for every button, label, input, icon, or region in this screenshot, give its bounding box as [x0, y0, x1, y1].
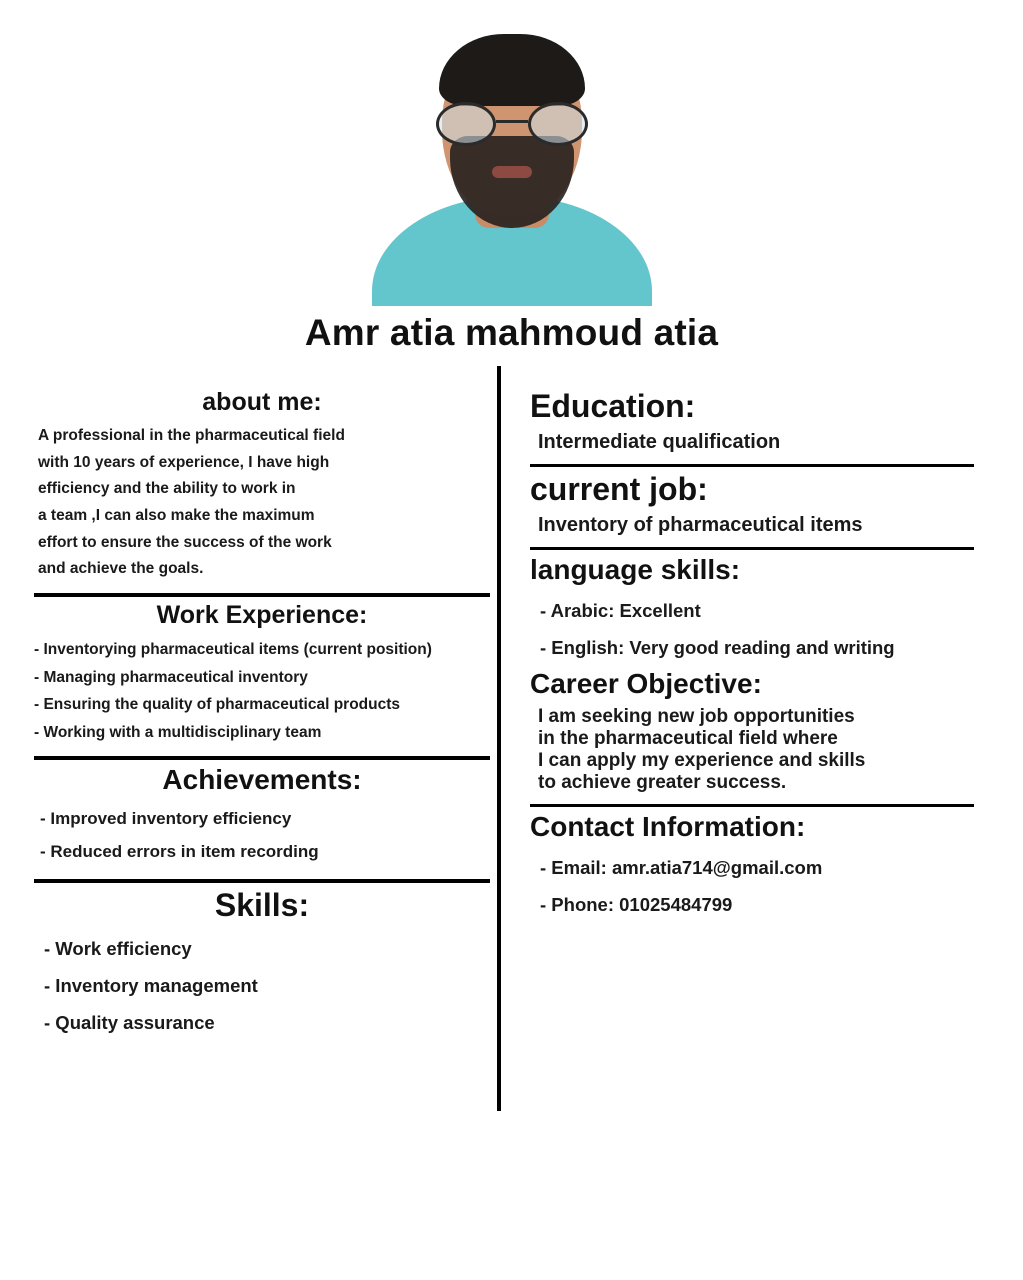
list-item: - Inventory management — [44, 974, 258, 996]
list-item: - English: Very good reading and writing — [540, 637, 895, 658]
about-me-line: A professional in the pharmaceutical field — [38, 427, 345, 444]
list-item: - Inventorying pharmaceutical items (current position) — [34, 640, 432, 658]
glasses-bridge — [496, 120, 528, 123]
contact-phone[interactable]: - Phone: 01025484799 — [540, 894, 733, 915]
current-job-heading: current job: — [530, 471, 708, 507]
photo-hair — [439, 34, 585, 106]
education-heading: Education: — [530, 388, 696, 424]
about-me-heading: about me: — [202, 388, 322, 416]
section-divider — [34, 756, 490, 760]
career-objective-line: to achieve greater success. — [538, 772, 787, 793]
portrait-photo — [362, 16, 662, 306]
education-value: Intermediate qualification — [538, 431, 781, 453]
current-job-value: Inventory of pharmaceutical items — [538, 514, 863, 536]
contact-list — [530, 849, 974, 923]
skills-heading: Skills: — [214, 886, 310, 923]
about-me-line: efficiency and the ability to work in — [38, 480, 296, 498]
glasses-left-lens — [436, 102, 496, 146]
section-work-experience — [34, 601, 490, 746]
skills-list — [34, 930, 490, 1041]
section-career-objective — [530, 668, 974, 794]
work-experience-heading: Work Experience: — [156, 600, 368, 629]
photo-mouth — [492, 166, 532, 178]
list-item: - Reduced errors in item recording — [40, 842, 319, 862]
achievements-heading: Achievements: — [162, 764, 362, 796]
section-education — [530, 388, 974, 454]
resume-body — [0, 388, 1023, 1041]
about-me-line: a team ,I can also make the maximum — [38, 506, 315, 524]
career-objective-line: I am seeking new job opportunities — [538, 706, 855, 727]
language-skills-heading: language skills: — [530, 554, 741, 585]
language-skills-list — [530, 592, 974, 666]
career-objective-heading: Career Objective: — [530, 668, 762, 699]
section-divider — [530, 547, 974, 550]
section-language-skills — [530, 554, 974, 666]
contact-email[interactable]: - Email: amr.atia714@gmail.com — [540, 857, 823, 878]
resume-header — [0, 0, 1023, 354]
section-skills — [34, 887, 490, 1041]
left-column — [34, 388, 504, 1041]
section-divider — [530, 464, 974, 467]
about-me-line: and achieve the goals. — [38, 560, 204, 578]
career-objective-line: I can apply my experience and skills — [538, 750, 866, 771]
list-item: - Improved inventory efficiency — [40, 809, 292, 829]
column-divider — [497, 366, 501, 1111]
about-me-line: effort to ensure the success of the work — [38, 533, 332, 551]
achievements-list — [34, 802, 490, 868]
section-contact-information — [530, 811, 974, 923]
contact-information-heading: Contact Information: — [530, 811, 806, 842]
list-item: - Managing pharmaceutical inventory — [34, 668, 308, 686]
section-divider — [530, 804, 974, 807]
about-me-text — [38, 423, 490, 583]
work-experience-list — [34, 636, 490, 746]
glasses-icon — [436, 102, 588, 146]
list-item: - Working with a multidisciplinary team — [34, 723, 322, 741]
list-item: - Ensuring the quality of pharmaceutical products — [34, 696, 401, 714]
section-divider — [34, 879, 490, 883]
list-item: - Quality assurance — [44, 1011, 215, 1033]
section-current-job — [530, 471, 974, 537]
career-objective-line: in the pharmaceutical field where — [538, 728, 838, 749]
page-title: Amr atia mahmoud atia — [304, 312, 719, 353]
glasses-right-lens — [528, 102, 588, 146]
section-achievements — [34, 764, 490, 868]
right-column — [504, 388, 974, 1041]
section-divider — [34, 593, 490, 597]
list-item: - Arabic: Excellent — [540, 600, 701, 621]
about-me-line: with 10 years of experience, I have high — [38, 453, 330, 471]
list-item: - Work efficiency — [44, 937, 192, 959]
section-about-me — [34, 388, 490, 583]
career-objective-text — [538, 706, 974, 794]
